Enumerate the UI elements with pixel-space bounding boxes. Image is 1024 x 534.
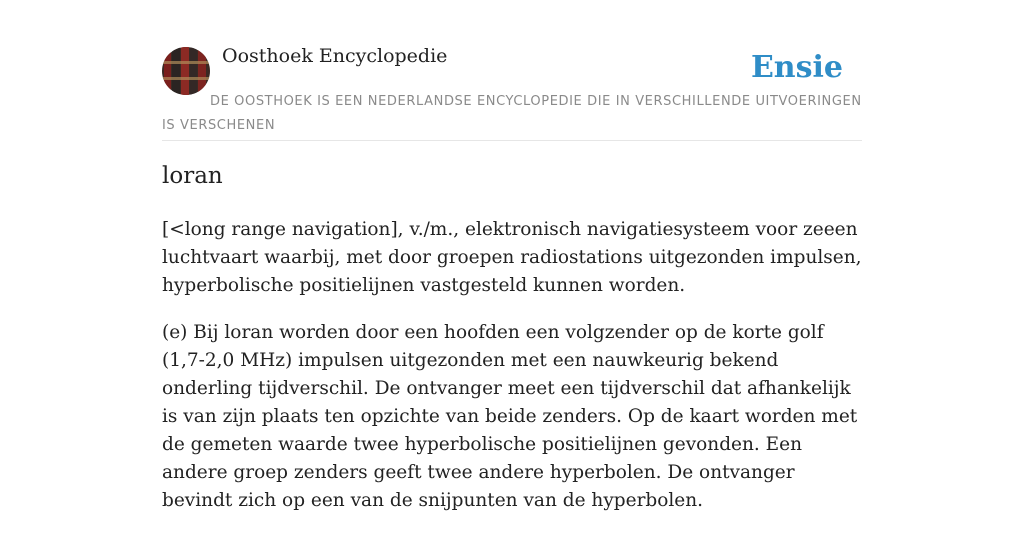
brand-logo[interactable]: Ensie xyxy=(750,50,843,85)
site-title[interactable]: Oosthoek Encyclopedie xyxy=(222,45,448,67)
page xyxy=(162,0,862,511)
article-paragraph: (e) Bij loran worden door een hoofden een volgzender op de korte golf (1,7-2,0 MHz) impulsen uitgezonden met een nauwkeurig bekend onderling tijdverschil. De ontvanger meet een tijdverschil dat afhankelijk is van zijn plaats ten opzichte van beide zenders. Op de kaart worden met de gemeten waarde twee hyperbolische positielijnen gevonden. Een andere groep zenders geeft twee andere hyperbolen. De ontvanger bevindt zich op een van de snijpunten van de hyperbolen. xyxy=(162,322,858,511)
article-title: loran xyxy=(162,163,223,189)
article-body xyxy=(162,216,862,534)
article-paragraph: [<long range navigation], v./m., elektronisch navigatiesysteem voor zeeen luchtvaart waarbij, met door groepen radiostations uitgezonden impulsen, hyperbolische positielijnen vastgesteld kunnen worden. xyxy=(162,219,862,296)
encyclopedia-avatar-icon[interactable] xyxy=(162,47,210,95)
site-tagline: DE OOSTHOEK IS EEN NEDERLANDSE ENCYCLOPEDIE DIE IN VERSCHILLENDE UITVOERINGEN IS VERSCHENEN xyxy=(162,94,862,133)
site-header xyxy=(162,0,862,141)
